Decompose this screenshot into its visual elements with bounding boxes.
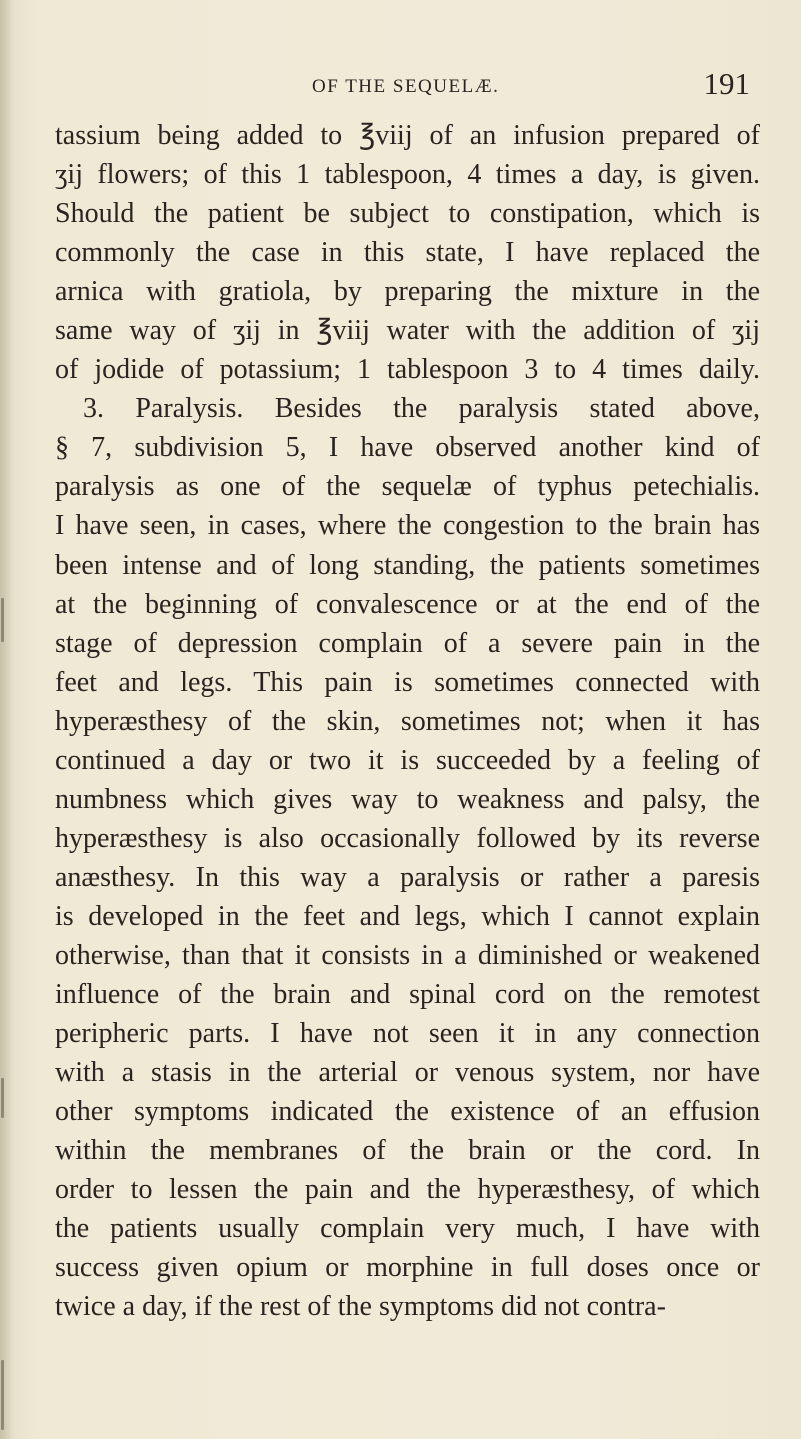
- gutter-shadow: [0, 0, 12, 1439]
- text-line: the patients usually complain very much, I have with: [55, 1213, 760, 1245]
- text-line: arnica with gratiola, by preparing the mixture in the: [55, 276, 760, 308]
- running-head: OF THE SEQUELÆ.: [312, 76, 500, 97]
- text-line: influence of the brain and spinal cord on the remotest: [55, 979, 760, 1011]
- text-line: is developed in the feet and legs, which I cannot explain: [55, 900, 760, 932]
- text-line: tassium being added to ℥viij of an infusion prepared of: [55, 120, 760, 151]
- text-line: § 7, subdivision 5, I have observed another kind of: [55, 432, 760, 464]
- text-line: peripheric parts. I have not seen it in any connection: [55, 1018, 760, 1050]
- margin-mark: [1, 1360, 4, 1430]
- page-header: [120, 62, 760, 102]
- text-line: otherwise, than that it consists in a diminished or weakened: [55, 939, 760, 971]
- text-line: hyperæsthesy of the skin, sometimes not; when it has: [55, 705, 760, 737]
- text-line: feet and legs. This pain is sometimes connected with: [55, 666, 760, 698]
- text-line: within the membranes of the brain or the cord. In: [55, 1135, 760, 1167]
- page-number: 191: [703, 66, 750, 101]
- text-line: continued a day or two it is succeeded by a feeling of: [55, 744, 760, 776]
- text-line: anæsthesy. In this way a paralysis or rather a paresis: [55, 861, 760, 893]
- text-line: success given opium or morphine in full doses once or: [55, 1252, 760, 1284]
- text-line: paralysis as one of the sequelæ of typhus petechialis.: [55, 471, 760, 503]
- text-line: twice a day, if the rest of the symptoms did not contra-: [55, 1291, 666, 1323]
- text-line: same way of ʒij in ℥viij water with the addition of ʒij: [55, 315, 760, 347]
- text-line: stage of depression complain of a severe pain in the: [55, 627, 760, 659]
- text-line: of jodide of potassium; 1 tablespoon 3 to 4 times daily.: [55, 354, 760, 386]
- text-line: I have seen, in cases, where the congestion to the brain has: [55, 510, 760, 542]
- text-line: ʒij flowers; of this 1 tablespoon, 4 times a day, is given.: [55, 159, 760, 191]
- text-line: with a stasis in the arterial or venous system, nor have: [55, 1057, 760, 1089]
- body-text: [55, 116, 760, 1326]
- text-line: order to lessen the pain and the hyperæsthesy, of which: [55, 1174, 760, 1206]
- text-line: commonly the case in this state, I have replaced the: [55, 237, 760, 269]
- text-line: at the beginning of convalescence or at the end of the: [55, 588, 760, 620]
- margin-mark: [1, 598, 4, 642]
- text-line: 3. Paralysis. Besides the paralysis stated above,: [83, 393, 760, 425]
- margin-mark: [1, 1078, 4, 1118]
- text-line: been intense and of long standing, the patients sometimes: [55, 549, 760, 581]
- text-line: hyperæsthesy is also occasionally followed by its reverse: [55, 822, 760, 854]
- text-line: other symptoms indicated the existence of an effusion: [55, 1096, 760, 1128]
- text-line: Should the patient be subject to constipation, which is: [55, 198, 760, 230]
- text-line: numbness which gives way to weakness and palsy, the: [55, 783, 760, 815]
